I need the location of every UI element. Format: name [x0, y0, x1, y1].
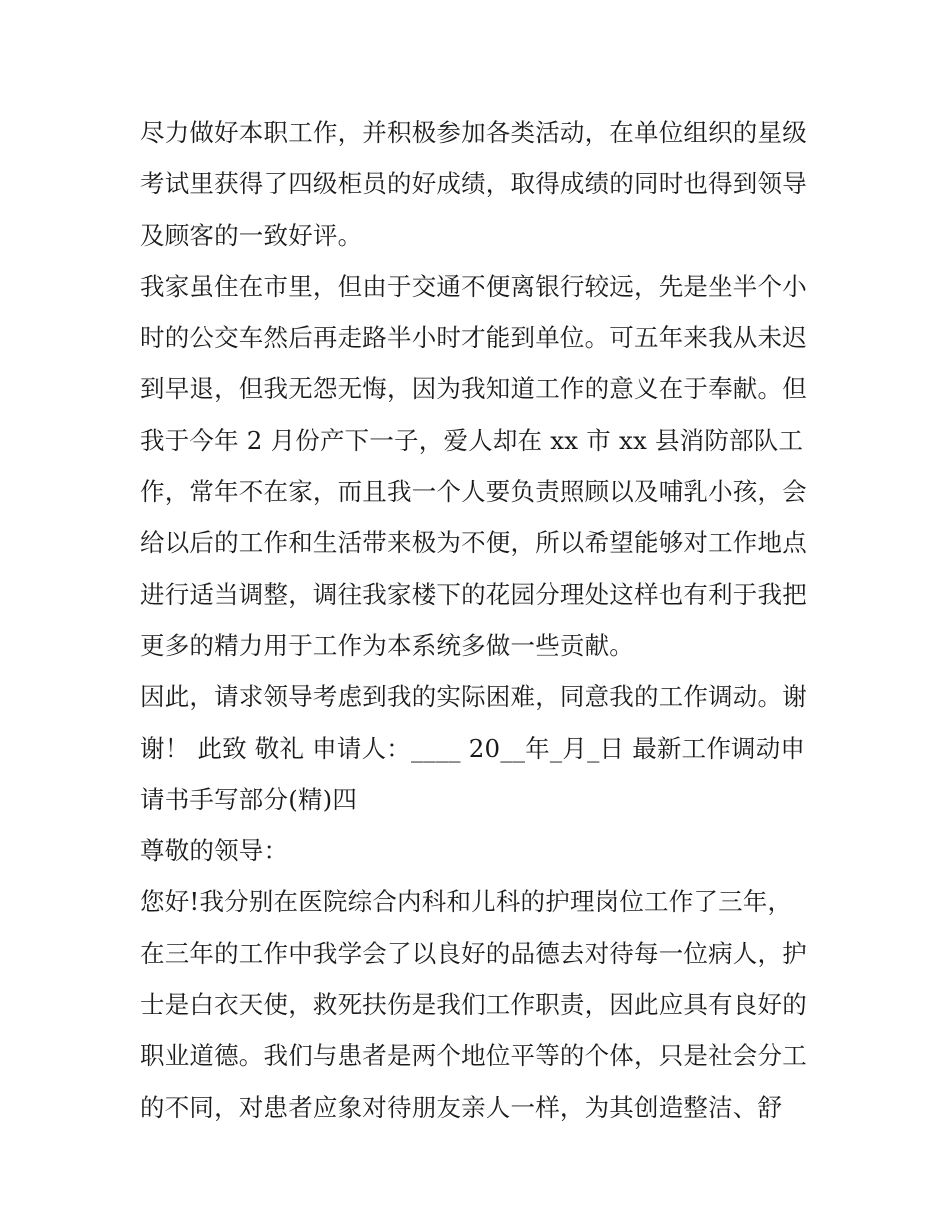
text-line: 进行适当调整，调往我家楼下的花园分理处这样也有利于我把 — [140, 579, 807, 609]
text-line: 及顾客的一致好评。 — [140, 220, 363, 250]
text-line: 作，常年不在家，而且我一个人要负责照顾以及哺乳小孩，会 — [140, 477, 807, 507]
text-line: 因此，请求领导考虑到我的实际困难，同意我的工作调动。谢 — [140, 682, 807, 712]
text-line: 更多的精力用于工作为本系统多做一些贡献。 — [140, 630, 634, 660]
text-line: 请书手写部分(精)四 — [140, 784, 358, 814]
text-line: 给以后的工作和生活带来极为不便，所以希望能够对工作地点 — [140, 528, 807, 558]
text-line: 考试里获得了四级柜员的好成绩，取得成绩的同时也得到领导 — [140, 169, 807, 199]
document-body — [140, 107, 820, 1133]
text-line: 士是白衣天使，救死扶伤是我们工作职责，因此应具有良好的 — [140, 990, 807, 1020]
text-line: 时的公交车然后再走路半小时才能到单位。可五年来我从未迟 — [140, 323, 807, 353]
text-line: 我家虽住在市里，但由于交通不便离银行较远，先是坐半个小 — [140, 271, 807, 301]
text-line: 您好!我分别在医院综合内科和儿科的护理岗位工作了三年， — [140, 887, 793, 917]
text-line: 尽力做好本职工作，并积极参加各类活动，在单位组织的星级 — [140, 118, 807, 147]
text-line: 我于今年 2 月份产下一子，爱人却在 xx 市 xx 县消防部队工 — [140, 425, 804, 455]
text-line: 职业道德。我们与患者是两个地位平等的个体，只是社会分工 — [140, 1041, 807, 1071]
text-line: 的不同，对患者应象对待朋友亲人一样，为其创造整洁、舒 — [140, 1092, 783, 1122]
salutation: 尊敬的领导： — [140, 836, 289, 866]
text-line: 到早退，但我无怨无悔，因为我知道工作的意义在于奉献。但 — [140, 374, 807, 404]
text-line: 在三年的工作中我学会了以良好的品德去对待每一位病人，护 — [140, 938, 807, 968]
text-line: 谢！ 此致 敬礼 申请人：____ 20__年_月_日 最新工作调动申 — [140, 733, 806, 763]
